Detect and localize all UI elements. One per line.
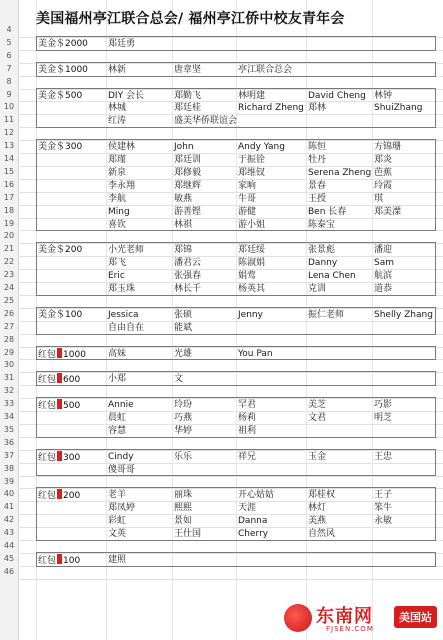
donor-name: 张景彪	[308, 245, 336, 256]
group-label-text: 红包	[38, 375, 57, 386]
donor-name: 林城	[108, 103, 127, 114]
row-number: 37	[3, 450, 15, 460]
row-number: 43	[3, 528, 15, 538]
group-label	[38, 141, 82, 153]
donor-name: 文英	[108, 529, 127, 540]
donor-name: 杨英其	[238, 284, 266, 294]
donor-name: Danny	[308, 258, 338, 269]
row-number: 42	[3, 515, 15, 525]
donor-name: 林钟	[374, 90, 393, 101]
donor-name: 亭江联合总会	[238, 64, 293, 75]
donor-name: 明芝	[374, 413, 393, 423]
group-amount: 100	[63, 555, 81, 566]
red-envelope-mark	[57, 554, 62, 564]
donor-name: 容慧	[108, 425, 127, 436]
red-envelope-mark	[57, 373, 62, 383]
donor-name: 郑继辉	[174, 180, 202, 191]
donor-name: 于振铨	[238, 155, 266, 165]
donor-name: 航滨	[374, 271, 393, 282]
donor-name: 景春	[308, 180, 327, 191]
donor-name: 林长千	[174, 284, 202, 294]
group-label-text: 红包	[38, 491, 57, 502]
donor-name: 游健	[238, 206, 257, 217]
row-number: 39	[3, 476, 15, 486]
donor-name: Lena Chen	[308, 271, 356, 282]
donor-name: 游小姐	[238, 219, 266, 230]
donor-name: 王仕国	[174, 529, 202, 540]
donation-group	[36, 552, 436, 567]
donor-name: 彩虹	[108, 516, 127, 527]
row-number: 4	[6, 25, 12, 34]
red-envelope-mark	[57, 348, 62, 358]
donor-name: 林新	[108, 64, 127, 75]
row-number: 5	[6, 37, 12, 47]
donor-name: 建照	[108, 554, 127, 565]
donor-name: 罕君	[238, 400, 257, 411]
donor-name: 敏燕	[174, 193, 193, 204]
donor-name: 李航	[108, 193, 127, 204]
donor-name: Jessica	[108, 309, 139, 320]
row-number: 18	[3, 205, 15, 215]
donor-name: 娟莺	[238, 271, 257, 282]
group-label-text: 美金＄2000	[38, 38, 88, 49]
donor-name: 陈泰宝	[308, 219, 336, 230]
group-label	[38, 554, 80, 567]
group-amount: 1000	[63, 349, 86, 360]
donor-name: 小郑	[108, 374, 127, 385]
donor-name: 道恭	[374, 284, 393, 294]
donor-name: 郑廷桂	[174, 103, 202, 114]
row-number: 8	[6, 76, 12, 86]
donor-name: 玲玢	[174, 400, 193, 411]
donor-name: 牛哥	[238, 193, 257, 204]
donor-name: 林祺	[174, 219, 193, 230]
row-number: 46	[3, 566, 15, 576]
row-number: 12	[3, 128, 15, 138]
row-number: 11	[3, 115, 15, 125]
donor-name: 巧影	[374, 400, 393, 411]
donor-name: 郑瑾	[108, 155, 127, 165]
donor-name: 光雄	[174, 348, 193, 359]
donor-name: Sam	[374, 258, 394, 269]
donor-name: 潘迎	[374, 245, 393, 256]
donor-name: 小光老师	[108, 245, 145, 256]
donor-name: 张硕	[174, 309, 193, 320]
group-label	[38, 451, 80, 464]
donor-name: 笨牛	[374, 503, 393, 514]
donor-name: 郑维钗	[238, 167, 266, 178]
row-number: 31	[3, 373, 15, 383]
row-number: 40	[3, 489, 15, 499]
row-number: 30	[3, 360, 15, 370]
group-label-text: 美金＄300	[38, 142, 83, 153]
logo-icon	[284, 604, 312, 632]
row-number: 20	[3, 231, 15, 241]
row-number: 27	[3, 321, 15, 331]
donor-name: Serena Zheng	[308, 167, 372, 178]
donor-name: 陈淑娟	[238, 258, 266, 269]
donor-name: David Cheng	[308, 90, 366, 101]
donor-name: 文	[174, 374, 184, 385]
donor-name: 郑炎	[374, 155, 393, 165]
donor-name: 景如	[174, 516, 193, 527]
group-label-text: 美金＄500	[38, 90, 83, 101]
row-number: 6	[6, 50, 12, 60]
row-number: 28	[3, 334, 15, 344]
donor-name: Andy Yang	[238, 142, 285, 153]
donor-name: Danna	[238, 516, 268, 527]
watermark	[280, 600, 443, 640]
donor-name: 华婷	[174, 425, 193, 436]
donor-name: 郑廷绥	[238, 245, 266, 256]
donor-name: 潘君云	[174, 258, 202, 269]
donor-name: 盛美华侨联谊会	[174, 116, 238, 127]
donor-name: 王忠	[374, 451, 393, 462]
donor-name: 游善铿	[174, 206, 202, 217]
donor-name: Ben 长春	[308, 206, 347, 217]
donor-name: Cherry	[238, 529, 269, 540]
donor-name: Ming	[108, 206, 130, 217]
donor-name: 晨虹	[108, 413, 127, 423]
group-amount: 200	[63, 491, 81, 502]
watermark-badge: 美国站	[394, 606, 437, 628]
donor-name: 郑凤婷	[108, 503, 136, 514]
donor-name: 郑修毅	[174, 167, 202, 178]
group-label	[38, 489, 80, 502]
donor-name: 侯建林	[108, 142, 136, 153]
row-number: 45	[3, 553, 15, 563]
group-label	[38, 90, 82, 102]
row-number: 25	[3, 295, 15, 305]
donor-name: 林明建	[238, 90, 266, 101]
donor-name: 郑玉珠	[108, 284, 136, 294]
group-label	[38, 38, 88, 50]
row-number: 21	[3, 244, 15, 254]
donor-name: 克训	[308, 284, 327, 294]
donation-group	[36, 62, 436, 77]
donor-name: 红涛	[108, 116, 127, 127]
donor-name: 巧燕	[174, 413, 193, 423]
watermark-url: FJSEN.COM	[326, 625, 374, 633]
donor-name: 新泉	[108, 167, 127, 178]
donor-name: 李永翔	[108, 180, 136, 191]
group-label	[38, 348, 86, 361]
row-number: 36	[3, 437, 15, 447]
row-number: 10	[3, 102, 15, 112]
donor-name: 张强春	[174, 271, 202, 282]
donor-name: 永敏	[374, 516, 393, 527]
group-label-text: 美金＄100	[38, 309, 83, 320]
row-number: 22	[3, 257, 15, 267]
donor-name: 牡丹	[308, 155, 327, 165]
donor-name: 郑廷勇	[108, 38, 136, 49]
row-number: 14	[3, 154, 15, 163]
group-label-text: 红包	[38, 555, 57, 566]
row-number: 33	[3, 399, 15, 409]
row-number: 24	[3, 283, 15, 292]
donation-group	[36, 36, 436, 51]
row-number: 44	[3, 541, 15, 550]
group-label-text: 红包	[38, 452, 57, 463]
donor-name: 陈恒	[308, 142, 327, 153]
donor-name: 玉金	[308, 451, 327, 462]
row-number: 9	[6, 89, 12, 99]
donor-name: 喜钦	[108, 219, 127, 230]
donation-group	[36, 346, 436, 361]
donor-name: Jenny	[238, 309, 263, 320]
row-number: 26	[3, 308, 15, 318]
row-number: 17	[3, 192, 15, 202]
donor-name: 老羊	[108, 490, 127, 501]
donor-name: 王授	[308, 193, 327, 204]
red-envelope-mark	[57, 489, 62, 499]
donor-name: 高妹	[108, 348, 127, 359]
donor-name: Richard Zheng	[238, 103, 304, 114]
group-amount: 300	[63, 452, 81, 463]
donor-name: 美芝	[308, 400, 327, 411]
donor-name: 熙熙	[174, 503, 193, 514]
watermark-title: 东南网	[316, 606, 373, 627]
row-number: 41	[3, 502, 15, 512]
group-amount: 600	[63, 375, 81, 386]
page-title: 美国福州亭江联合总会/ 福州亭江侨中校友青年会	[36, 11, 345, 27]
donor-name: 天涯	[238, 503, 257, 514]
donor-name: 乐乐	[174, 451, 193, 462]
donor-name: 芭蕉	[374, 167, 393, 178]
row-number: 13	[3, 141, 15, 151]
donor-name: 郑锦	[174, 245, 193, 256]
donor-name: 郑勤飞	[174, 90, 202, 101]
donor-name: 自由自在	[108, 322, 145, 333]
donor-name: 郑桂权	[308, 490, 336, 501]
row-number: 32	[3, 386, 15, 396]
red-envelope-mark	[57, 399, 62, 409]
donor-name: Shelly Zhang	[374, 309, 433, 320]
row-number: 19	[3, 218, 15, 228]
donor-name: 祥兄	[238, 451, 257, 462]
group-label	[38, 64, 88, 76]
donor-name: DIY 会长	[108, 90, 144, 101]
donor-name: 郑飞	[108, 258, 127, 269]
donor-name: 开心姑姑	[238, 490, 275, 501]
row-number: 16	[3, 179, 15, 189]
donor-name: 郑廷训	[174, 155, 202, 165]
donor-name: John	[174, 142, 194, 153]
donor-name: Eric	[108, 271, 125, 282]
donor-name: 祖利	[238, 425, 257, 436]
row-number: 15	[3, 166, 15, 176]
row-gridline	[18, 579, 443, 580]
donor-name: 能斌	[174, 322, 193, 333]
group-label	[38, 244, 82, 256]
group-label	[38, 399, 80, 412]
group-label-text: 红包	[38, 349, 57, 360]
donor-name: 文君	[308, 413, 327, 423]
group-label-text: 美金＄1000	[38, 64, 88, 75]
donor-name: 振仁老师	[308, 309, 345, 320]
group-label-text: 美金＄200	[38, 245, 83, 256]
donor-name: You Pan	[238, 348, 273, 359]
row-number: 29	[3, 347, 15, 357]
donor-name: 杨莉	[238, 413, 257, 423]
group-amount: 500	[63, 401, 81, 412]
group-label	[38, 373, 80, 386]
red-envelope-mark	[57, 451, 62, 461]
donor-name: 傻哥哥	[108, 464, 136, 475]
donor-name: 王子	[374, 490, 393, 501]
donor-name: 丽珠	[174, 490, 193, 501]
group-label	[38, 309, 82, 321]
donor-name: 家晌	[238, 180, 257, 191]
donor-name: 方锦珊	[374, 142, 402, 153]
donor-name: 美燕	[308, 516, 327, 527]
donor-name: 林灯	[308, 503, 327, 514]
row-number: 38	[3, 463, 15, 473]
donor-name: 琪	[374, 193, 384, 204]
donor-name: Cindy	[108, 451, 134, 462]
donor-name: 自然风	[308, 529, 336, 540]
row-number: 34	[3, 412, 15, 421]
row-number: 7	[6, 63, 12, 73]
row-number: 23	[3, 270, 15, 280]
donor-name: 郑林	[308, 103, 327, 114]
donor-name: 玲霞	[374, 180, 393, 191]
donor-name: 郑美溧	[374, 206, 402, 217]
donor-name: Annie	[108, 400, 134, 411]
group-label-text: 红包	[38, 401, 57, 412]
donor-name: ShuiZhang	[374, 103, 423, 114]
row-number: 35	[3, 424, 15, 434]
donor-name: 唐章坚	[174, 64, 202, 75]
donation-group	[36, 371, 436, 386]
